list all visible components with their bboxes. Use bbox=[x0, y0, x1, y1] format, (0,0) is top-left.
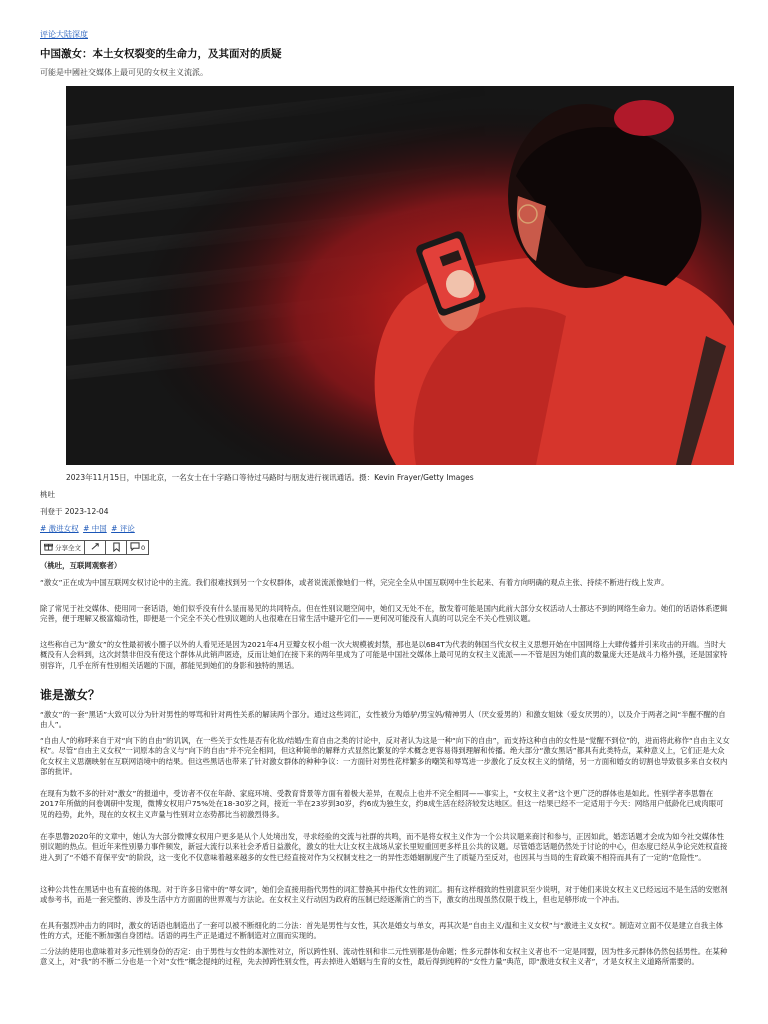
paragraph: 除了常见于社交媒体、使用同一套话语，她们似乎没有什么显而易见的共同特点。但在性别议题空间中，她们又无处不在，散发着可能是国内此前大部分女权活动人士都达不到的网络生命力。她们的话语体系逻辑完善，便于理解又极富煽动性，即便是一个完全不关心性别议题的人也很难在日常生活中避开它们——更何况可能没有人真的可以完全不关心性别议题。 bbox=[40, 604, 728, 624]
paragraph: 这种公共性在黑话中也有直接的体现。对于许多日常中的“辱女词”，她们会直接用指代男性的词汇替换其中指代女性的词汇。拥有这样细致的性别意识至少说明，对于她们来说女权主义已经远远不是生活的安慰剂或参考书，而是一套完整的、涉及生活中方方面面的世界观与方法论。在女权主义行动因为政府的压制已经逐渐消亡的当下，激女的出现虽然仅限于线上，但也足够形成一个冲击。 bbox=[40, 885, 728, 905]
article-subtitle: 可能是中國社交媒体上最可见的女权主义流派。 bbox=[40, 68, 208, 77]
tag-list bbox=[40, 523, 137, 534]
article-header bbox=[40, 28, 734, 80]
paragraph: “激女”正在成为中国互联网女权讨论中的主流。我们很难找到另一个女权群体，或者说流派像她们一样，完完全全从中国互联网中生长起来、有着方向明确的观点主张、持续不断进行线上发声。 bbox=[40, 578, 669, 587]
comment-button[interactable] bbox=[126, 540, 149, 555]
author: 桃吐 bbox=[40, 490, 55, 499]
article-lead: （桃吐，互联网观察者） bbox=[40, 561, 122, 570]
photo-illustration bbox=[66, 86, 734, 465]
share-icon bbox=[91, 542, 100, 553]
bookmark-icon bbox=[112, 542, 121, 554]
tag-link[interactable]: # 评论 bbox=[111, 524, 135, 533]
photo-caption: 2023年11月15日，中国北京，一名女士在十字路口等待过马路时与朋友进行视讯通话。摄：Kevin Frayer/Getty Images bbox=[66, 473, 474, 482]
share-full-text-button[interactable] bbox=[40, 540, 85, 555]
article-photo bbox=[66, 86, 734, 465]
publish-date: 刊登于 2023-12-04 bbox=[40, 507, 109, 516]
tag-link[interactable]: # 中国 bbox=[83, 524, 107, 533]
article-title: 中国激女：本土女权裂变的生命力，及其面对的质疑 bbox=[40, 48, 282, 60]
paragraph: 二分法的使用也意味着对多元性别身份的否定：由于男性与女性的本源性对立，所以跨性别、流动性别和非二元性别都是伪命题；性多元群体和女权主义者也不一定是同盟，因为性多元群体仍然包括男性。在某种意义上，对“我”的不断二分也是一个对“女性”概念提纯的过程，先去掉跨性别女性，再去掉进入婚姻与生育的女性，最后得到纯粹的“女性力量”典范，即“激进女权主义者”，才是女权主义道路所需要的。 bbox=[40, 947, 728, 967]
paragraph: 在具有强烈冲击力的同时，激女的话语也制造出了一套可以被不断细化的二分法：首先是男性与女性，其次是婚女与单女，再其次是“自由主义/温和主义女权”与“激进主义女权”。制造对立面不仅是建立自我主体性的方式，还能不断加强自身团结。话语的再生产正是通过不断制造对立面而实现的。 bbox=[40, 921, 723, 941]
bookmark-button[interactable] bbox=[105, 540, 127, 555]
section-heading: 谁是激女？ bbox=[40, 688, 101, 702]
share-label: 分享全文 bbox=[55, 544, 81, 552]
paragraph: “自由人”的称呼来自于对“向下的自由”的讥讽，在一些关于女性是否有化妆/结婚/生育自由之类的讨论中，反对者认为这是一种“向下的自由”，而支持这种自由的女性是“觉醒不到位”的，进而将此称作“自由主义女权”。尽管“自由主义女权”一词原本的含义与“向下的自由”并不完全相同，但这种简单的解释方式显然比繁复的学术概念更容易得到理解和传播。绝大部分“激女黑话”都具有此类特点，某种意义上，它们正是大众化女权主义思潮映射在互联网语境中的结果。但这些黑话也带来了针对激女群体的种种争议：一方面针对男性花样繁多的嘲笑和辱骂进一步激化了反女权主义的情绪，另一方面和婚女的切割也导致很多来自女权内部的批评。 bbox=[40, 736, 730, 777]
paragraph: “激女”的一套“黑话”大致可以分为针对男性的辱骂和针对两性关系的解读两个部分。通过这些词汇，女性被分为婚驴/男宝妈/精神男人（厌女爱男的）和激女姐妹（爱女厌男的），以及介于两者之间“半醒不醒的自由人”。 bbox=[40, 710, 726, 730]
share-button[interactable] bbox=[84, 540, 106, 555]
comment-count: 0 bbox=[141, 543, 146, 552]
tag-link[interactable]: # 激进女权 bbox=[40, 524, 79, 533]
gift-icon bbox=[44, 542, 53, 553]
section-link[interactable]: 评论大陆深度 bbox=[40, 30, 88, 39]
paragraph: 在现有为数不多的针对“激女”的报道中，受访者不仅在年龄、家庭环境、受教育背景等方面有着极大差异，在观点上也并不完全相同——事实上，“女权主义者”这个更广泛的群体也是如此。性别学者李思磐在2017年所做的问卷调研中发现，微博女权用户75%处在18-30岁之间，接近一半在23岁到30岁，约6成为独生女，约8成生活在经济较发达地区。但这一结果已经不一定适用于今天：网络用户低龄化已成肉眼可见的趋势，此外，现在的女权主义声量与性别对立态势都比当初激烈得多。 bbox=[40, 789, 724, 819]
comment-icon bbox=[130, 542, 140, 553]
paragraph: 这些称自己为“激女”的女性最初被小圈子以外的人看见还是因为2021年4月豆瓣女权小组一次大规模被封禁，那也是以6B4T为代表的韩国当代女权主义思想开始在中国网络上大肆传播并引来攻击的开端。当时大概没有人会料到，这次封禁非但没有使这个群体从此销声匿迹，反而让她们在接下来的两年里成为了可能是中国社交媒体上最可见的女权主义流派——不管是因为她们真的数量庞大还是战斗力格外强，还是国家特别容许，几乎在所有性别相关话题的下面，都能见到她们的身影和独特的黑话。 bbox=[40, 640, 728, 670]
article-toolbar bbox=[40, 540, 148, 555]
paragraph: 在李思磐2020年的文章中，她认为大部分微博女权用户更多是从个人处境出发，寻求经验的交流与社群的共鸣，而不是将女权主义作为一个公共议题来商讨和参与，正因如此，婚恋话题才会成为如今社交媒体性别议题的热点。但近年来性别暴力事件频发，新冠大流行以来社会矛盾日益激化，激女的壮大让女权主战场从家长里短重回更多样且公共的议题。尽管婚恋话题仍然处于讨论的中心，但态度已经从争论完姓权直接进入到了“不婚不育保平安”的阶段，这一变化不仅意味着越来越多的女性已经直接对作为父权制支柱之一的异性恋婚姻制度产生了质疑乃至反对，也因其与当局的生育政策不相符而具有了一定的“危险性”。 bbox=[40, 832, 728, 862]
